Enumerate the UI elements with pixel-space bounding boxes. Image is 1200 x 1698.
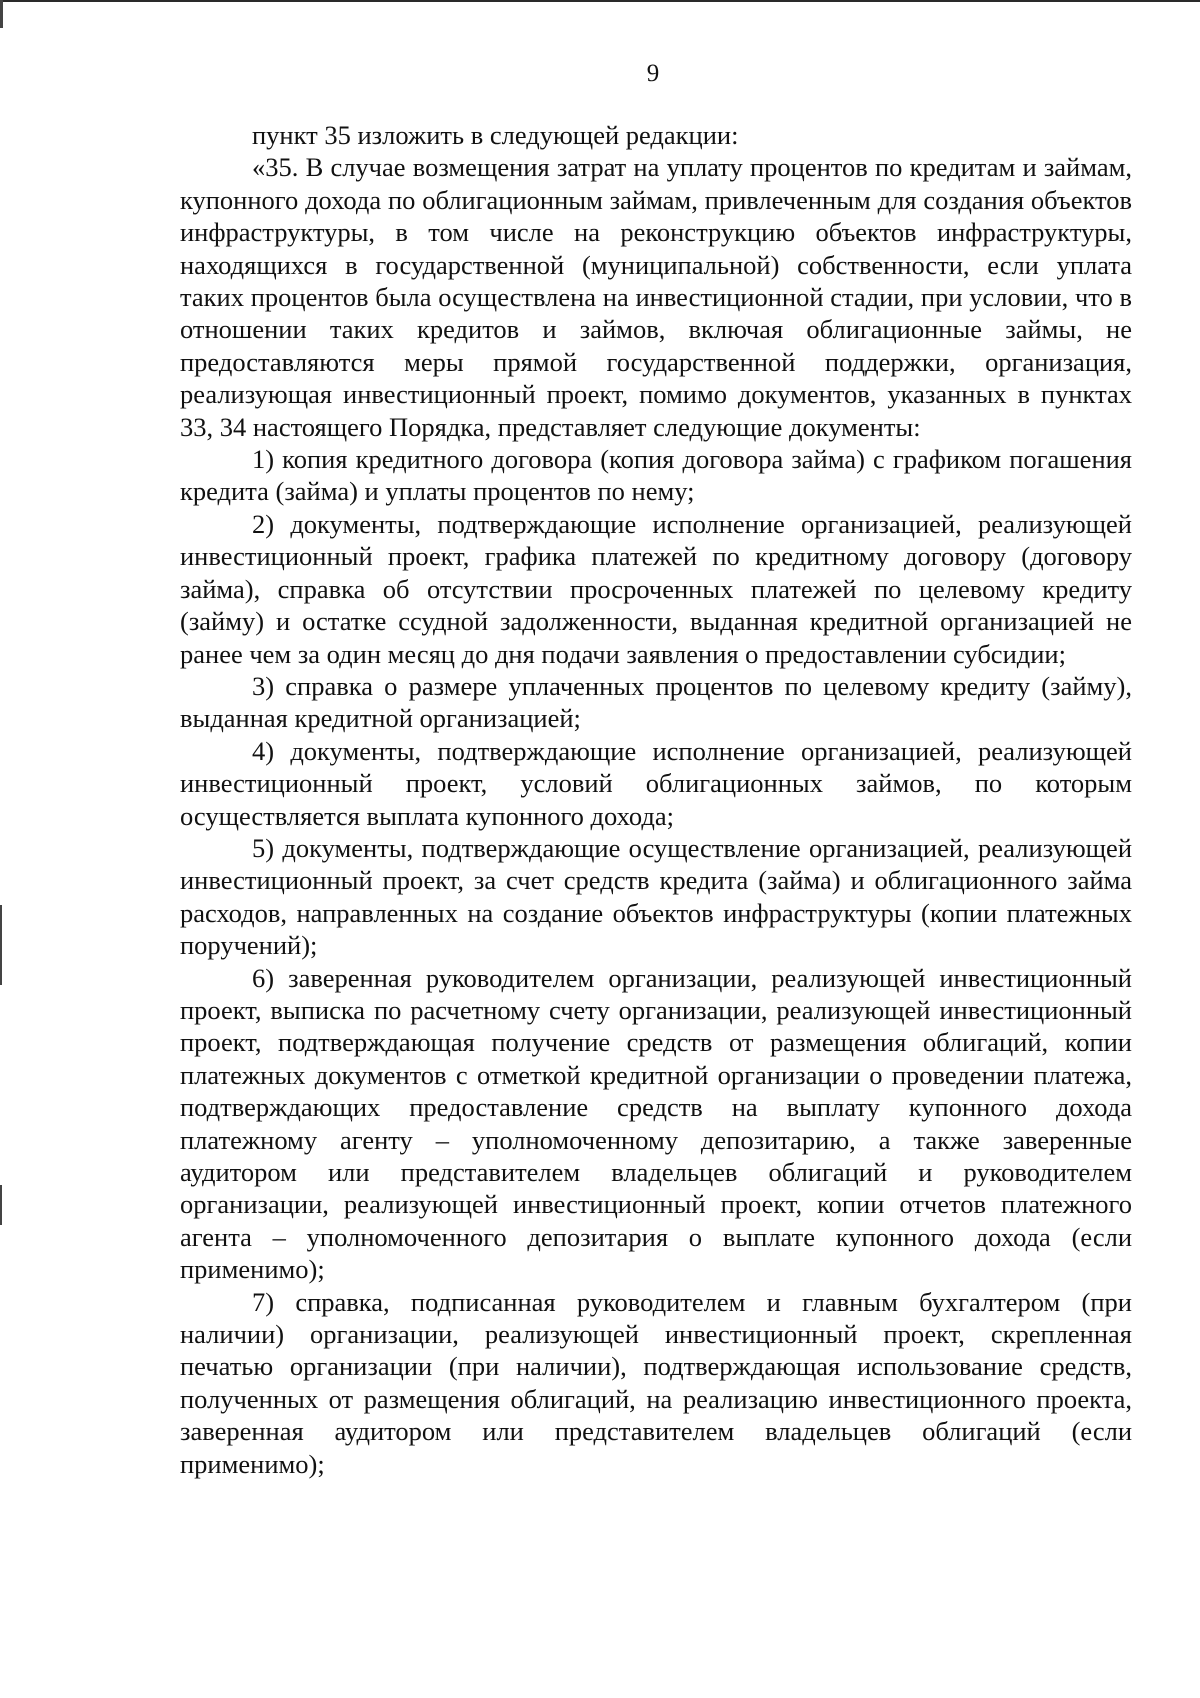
list-item-2: 2) документы, подтверждающие исполнение организацией, реализующей инвестиционный проект, графика платежей по кредитному договору (договору займа), справка об отсутствии просроченных платежей по целевому кредиту (займу) и остатке ссудной задолженности, выданная кредитной организацией не ранее чем за один месяц до дня подачи заявления о предоставлении субсидии; (180, 508, 1132, 669)
list-item-7: 7) справка, подписанная руководителем и главным бухгалтером (при наличии) организации, реализующей инвестиционный проект, скрепленная печатью организации (при наличии), подтверждающая использование средств, полученных от размещения облигаций, на реализацию инвестиционного проекта, заверенная аудитором или представителем владельцев облигаций (если применимо); (180, 1286, 1132, 1479)
page-number: 9 (646, 60, 660, 87)
list-item-5: 5) документы, подтверждающие осуществление организацией, реализующей инвестиционный проект, за счет средств кредита (займа) и облигационного займа расходов, направленных на создание объектов инфраструктуры (копии платежных поручений); (180, 832, 1132, 961)
paragraph-clause-35: «35. В случае возмещения затрат на уплату процентов по кредитам и займам, купонного дохода по облигационным займам, привлеченным для создания объектов инфраструктуры, в том числе на реконструкцию объектов инфраструктуры, находящихся в государственной (муниципальной) собственности, если уплата таких процентов была осуществлена на инвестиционной стадии, при условии, что в отношении таких кредитов и займов, включая облигационные займы, не предоставляются меры прямой государственной поддержки, организация, реализующая инвестиционный проект, помимо документов, указанных в пунктах 33, 34 настоящего Порядка, представляет следующие документы: (180, 152, 1132, 442)
scan-edge-top (0, 0, 1200, 2)
list-item-3: 3) справка о размере уплаченных процентов по целевому кредиту (займу), выданная кредитной организацией; (180, 670, 1132, 734)
scan-edge-left (0, 0, 3, 28)
document-body (180, 119, 1132, 1480)
scan-edge-left (0, 1185, 2, 1225)
list-item-4: 4) документы, подтверждающие исполнение организацией, реализующей инвестиционный проект, условий облигационных займов, по которым осуществляется выплата купонного дохода; (180, 735, 1132, 831)
scan-edge-left (0, 905, 2, 985)
paragraph-intro: пункт 35 изложить в следующей редакции: (252, 120, 739, 150)
list-item-1: 1) копия кредитного договора (копия договора займа) с графиком погашения кредита (займа) и уплаты процентов по нему; (180, 444, 1132, 507)
list-item-6: 6) заверенная руководителем организации, реализующей инвестиционный проект, выписка по расчетному счету организации, реализующей инвестиционный проект, подтверждающая получение средств от размещения облигаций, копии платежных документов с отметкой кредитной организации о проведении платежа, подтверждающих предоставление средств на выплату купонного дохода платежному агенту – уполномоченному депозитарию, а также заверенные аудитором или представителем владельцев облигаций и руководителем организации, реализующей инвестиционный проект, копии отчетов платежного агента – уполномоченного депозитария о выплате купонного дохода (если применимо); (180, 962, 1132, 1285)
